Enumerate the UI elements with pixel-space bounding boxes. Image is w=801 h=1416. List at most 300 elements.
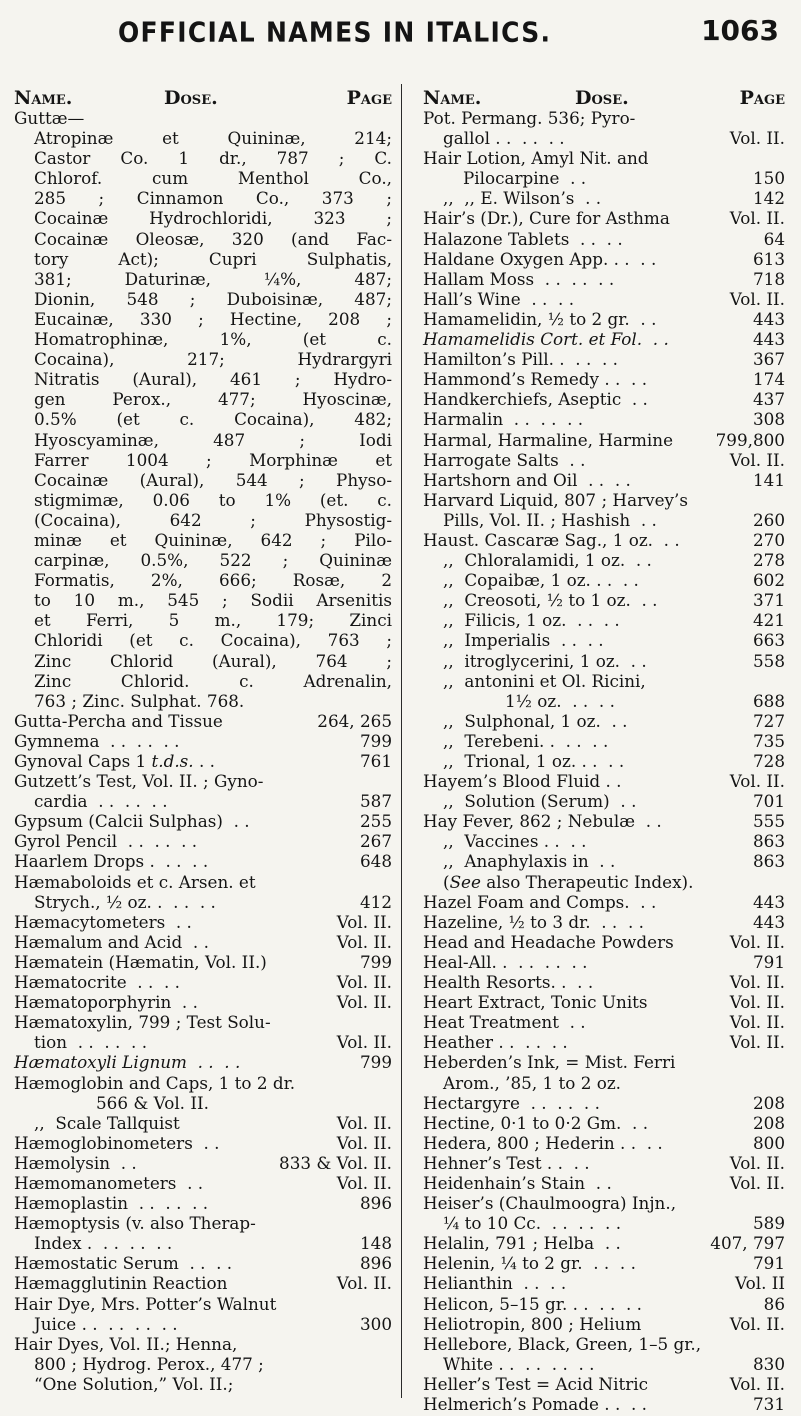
entry-page: Vol. II.: [336, 972, 392, 993]
entry-text: Gutta-Percha and Tissue: [14, 710, 223, 731]
index-entry: [423, 168, 785, 188]
index-entry: [14, 892, 392, 912]
index-entry: [14, 731, 392, 751]
column-header: [14, 88, 392, 108]
entry-text: Health Resorts. . . .: [423, 972, 594, 993]
entry-text: 763 ; Zinc. Sulphat. 768.: [34, 690, 245, 711]
entry-page: 64: [763, 228, 785, 249]
page-heading: Page: [346, 87, 392, 109]
index-entry: [423, 671, 785, 691]
entry-page: 443: [752, 891, 785, 912]
entry-page: 589: [752, 1213, 785, 1234]
index-entry: [423, 731, 785, 751]
index-entry: [14, 128, 392, 148]
entry-page: Vol. II.: [729, 931, 785, 952]
entry-page: 735: [752, 730, 785, 751]
entry-text: Farrer 1004 ; Morphinæ et: [34, 449, 392, 470]
index-entry: [14, 530, 392, 550]
entry-text: Heather . . . . . .: [423, 1032, 568, 1053]
entry-page: Vol. II.: [729, 128, 785, 149]
entry-page: 718: [752, 268, 785, 289]
entry-text: Eucainæ, 330 ; Hectine, 208 ;: [34, 308, 392, 329]
index-entry: [14, 671, 392, 691]
entry-text: ,, Scale Tallquist: [34, 1112, 180, 1133]
index-entry: [423, 128, 785, 148]
index-entry: [423, 851, 785, 871]
index-entry: [423, 771, 785, 791]
entry-text: carpinæ, 0.5%, 522 ; Quininæ: [34, 550, 392, 571]
index-entry: [14, 831, 392, 851]
index-entry: [14, 771, 392, 791]
index-entry: [423, 651, 785, 671]
entry-page: 267: [359, 831, 392, 852]
index-entry: [423, 972, 785, 992]
index-entry: [423, 510, 785, 530]
entry-text: ,, Terebeni. . . . . .: [443, 730, 609, 751]
entry-page: 371: [752, 590, 785, 611]
entry-text: Hayem’s Blood Fluid . .: [423, 771, 622, 792]
index-entry: [14, 1113, 392, 1133]
entry-text: Gyrol Pencil . . . . . .: [14, 831, 198, 852]
index-entry: [423, 1314, 785, 1334]
index-entry: [14, 168, 392, 188]
entry-page: Vol. II.: [729, 208, 785, 229]
entry-text: White . . . . . . . .: [443, 1353, 595, 1374]
entry-text: Halazone Tablets . . . .: [423, 228, 623, 249]
entry-text: Pilocarpine . .: [463, 168, 587, 189]
entry-text: gallol . . . . . .: [443, 128, 565, 149]
entry-text: Hair’s (Dr.), Cure for Asthma: [423, 208, 670, 229]
entry-text: 566 & Vol. II.: [96, 1092, 209, 1113]
entry-text: ,, antonini et Ol. Ricini,: [443, 670, 646, 691]
entry-page: 761: [359, 751, 392, 771]
index-entry: [423, 329, 785, 349]
index-entry: [423, 269, 785, 289]
entry-text: Cocainæ Oleosæ, 320 (and Fac-: [34, 228, 392, 249]
entry-text: Heat Treatment . .: [423, 1012, 586, 1033]
index-entry: [423, 872, 785, 892]
index-entry: [423, 309, 785, 329]
entry-text: Heal-All. . . . . . . .: [423, 951, 588, 972]
index-entry: [423, 610, 785, 630]
index-entry: [423, 1012, 785, 1032]
entry-text: stigmimæ, 0.06 to 1% (et. c.: [34, 489, 392, 510]
entry-text: Gypsum (Calcii Sulphas) . .: [14, 811, 250, 832]
entry-text: Harmalin . . . . . .: [423, 409, 584, 430]
entry-text: Castor Co. 1 dr., 787 ; C.: [34, 148, 392, 169]
entry-page: 799: [359, 951, 392, 972]
entry-page: 648: [359, 851, 392, 872]
entry-text: Hair Dyes, Vol. II.; Henna,: [14, 1333, 238, 1354]
entry-page: Vol. II: [735, 1273, 785, 1294]
index-entry: [14, 490, 392, 510]
index-entry: [423, 1253, 785, 1273]
index-entry: [14, 470, 392, 490]
index-entry: [14, 369, 392, 389]
entry-text: ,, Vaccines . . . .: [443, 831, 587, 852]
index-entry: [14, 851, 392, 871]
index-entry: [423, 108, 785, 128]
entry-text: ,, Anaphylaxis in . .: [443, 851, 616, 872]
entry-text: Hazeline, ½ to 3 dr. . . . .: [423, 911, 644, 932]
entry-text: Gutzett’s Test, Vol. II. ; Gyno-: [14, 771, 264, 792]
entry-page: 799,800: [715, 429, 785, 450]
index-entry: [14, 590, 392, 610]
entry-text: 800 ; Hydrog. Perox., 477 ;: [34, 1353, 264, 1374]
entry-page: 142: [752, 188, 785, 209]
index-entry: [14, 791, 392, 811]
entry-text: Hæmalum and Acid . .: [14, 931, 209, 952]
index-entry: [14, 389, 392, 409]
index-entry: [14, 1354, 392, 1374]
index-entry: [14, 932, 392, 952]
entry-text: Hectargyre . . . . . .: [423, 1092, 600, 1113]
entry-page: 421: [752, 610, 785, 631]
entry-page: Vol. II.: [729, 972, 785, 993]
entry-page: Vol. II.: [729, 771, 785, 792]
entry-text: Hæmoglobin and Caps, 1 to 2 dr.: [14, 1072, 296, 1093]
index-entry: [14, 1193, 392, 1213]
entry-text: Heller’s Test = Acid Nitric: [423, 1373, 648, 1394]
entry-text: Haarlem Drops . . . . .: [14, 851, 209, 872]
entry-text: Dionin, 548 ; Duboisinæ, 487;: [34, 288, 392, 309]
index-entry: [423, 791, 785, 811]
entry-text: Hæmolysin . .: [14, 1152, 137, 1173]
entry-page: Vol. II.: [729, 1172, 785, 1193]
entry-page: Vol. II.: [336, 1172, 392, 1193]
index-entry: [423, 1334, 785, 1354]
entry-text: Hæmatocrite . . . .: [14, 972, 180, 993]
entry-text: Hæmoplastin . . . . . .: [14, 1193, 209, 1214]
index-entry: [423, 590, 785, 610]
entry-text: Chlorof. cum Menthol Co.,: [34, 168, 392, 189]
entry-text: ,, itroglycerini, 1 oz. . .: [443, 650, 647, 671]
entry-page: Vol. II.: [729, 1373, 785, 1394]
entry-text: Chloridi (et c. Cocaina), 763 ;: [34, 630, 392, 651]
entry-page: Vol. II.: [729, 449, 785, 470]
index-column-left: [14, 88, 392, 1394]
entry-page: 896: [359, 1253, 392, 1274]
index-entries: [14, 108, 392, 1394]
entry-page: 174: [752, 369, 785, 390]
index-entry: [14, 1253, 392, 1273]
entry-page: 141: [752, 469, 785, 490]
entry-text: Heberden’s Ink, = Mist. Ferri: [423, 1052, 676, 1073]
entry-text: Harrogate Salts . .: [423, 449, 586, 470]
entry-text: Heidenhain’s Stain . .: [423, 1172, 612, 1193]
index-entry: [14, 430, 392, 450]
index-entry: [14, 811, 392, 831]
entry-page: 443: [752, 329, 785, 350]
entry-text: ,, Solution (Serum) . .: [443, 791, 637, 812]
index-entry: [14, 1153, 392, 1173]
index-entry: [423, 349, 785, 369]
entry-page: 555: [752, 811, 785, 832]
entry-text: Hæmatein (Hæmatin, Vol. II.): [14, 951, 267, 972]
entry-text: Hæmoglobinometers . .: [14, 1132, 220, 1153]
entry-text: (Cocaina), 642 ; Physostig-: [34, 509, 392, 530]
index-entry: [423, 148, 785, 168]
entry-page: Vol. II.: [336, 1132, 392, 1153]
entry-text: Hazel Foam and Comps. . .: [423, 891, 657, 912]
index-entry: [423, 1374, 785, 1394]
column-header: [423, 88, 785, 108]
running-head: OFFICIAL NAMES IN ITALICS.: [118, 16, 552, 48]
index-entry: [14, 711, 392, 731]
entry-page: 799: [359, 730, 392, 751]
entry-page: 799: [359, 1052, 392, 1073]
index-entry: [423, 952, 785, 972]
entry-text: Heliotropin, 800 ; Helium: [423, 1313, 642, 1334]
entry-page: 587: [359, 791, 392, 812]
index-entry: [423, 1133, 785, 1153]
entry-text: Hay Fever, 862 ; Nebulæ . .: [423, 811, 662, 832]
entry-page: 728: [752, 751, 785, 771]
index-entry: [423, 208, 785, 228]
entry-text: Hair Lotion, Amyl Nit. and: [423, 148, 649, 169]
entry-text: minæ et Quininæ, 642 ; Pilo-: [34, 529, 392, 550]
index-entry: [423, 892, 785, 912]
entry-text: cardia . . . . . .: [34, 791, 168, 812]
entry-page: 270: [752, 529, 785, 550]
entry-page: 278: [752, 550, 785, 571]
dose-heading: Dose.: [575, 87, 629, 109]
index-entry: [14, 550, 392, 570]
entry-page: 86: [763, 1293, 785, 1314]
index-entry: [14, 1314, 392, 1334]
entry-text: ,, Imperialis . . . .: [443, 630, 604, 651]
dose-heading: Dose.: [164, 87, 218, 109]
entry-page: 727: [752, 710, 785, 731]
entry-text: Hammond’s Remedy . . . .: [423, 369, 648, 390]
entry-text: 381; Daturinæ, ¼%, 487;: [34, 268, 392, 289]
entry-text: Hæmagglutinin Reaction: [14, 1273, 228, 1294]
entry-text: Hæmaboloids et c. Arsen. et: [14, 871, 256, 892]
entry-page: 863: [752, 831, 785, 852]
entry-text: Hæmomanometers . .: [14, 1172, 204, 1193]
index-entry: [423, 1173, 785, 1193]
entry-text: ,, Copaibæ, 1 oz. . . . .: [443, 570, 639, 591]
entry-text: ,, Chloralamidi, 1 oz. . .: [443, 550, 652, 571]
entry-page: 255: [359, 811, 392, 832]
index-entry: [14, 1213, 392, 1233]
entry-text: Hæmacytometers . .: [14, 911, 192, 932]
entry-text: Helicon, 5–15 gr. . . . . . .: [423, 1293, 642, 1314]
entry-page: Vol. II.: [729, 1012, 785, 1033]
name-heading: Name.: [14, 87, 73, 109]
entry-page: Vol. II.: [729, 992, 785, 1013]
index-entry: [423, 470, 785, 490]
entry-text: ,, Sulphonal, 1 oz. . .: [443, 710, 628, 731]
entry-page: 437: [752, 389, 785, 410]
entry-text: “One Solution,” Vol. II.;: [34, 1373, 234, 1394]
entry-text: Helenin, ¼ to 2 gr. . . . .: [423, 1253, 636, 1274]
entry-text: Hehner’s Test . . . .: [423, 1152, 590, 1173]
entry-page: 688: [752, 690, 785, 711]
index-entry: [14, 108, 392, 128]
entry-page: 260: [752, 509, 785, 530]
index-entry: [14, 570, 392, 590]
index-entry: [14, 1133, 392, 1153]
index-entry: [14, 972, 392, 992]
index-entry: [423, 229, 785, 249]
index-entry: [423, 932, 785, 952]
entry-page: 443: [752, 911, 785, 932]
entry-text: Cocaina), 217; Hydrargyri: [34, 349, 392, 370]
index-entry: [14, 1032, 392, 1052]
entry-page: Vol. II.: [729, 1152, 785, 1173]
index-entry: [14, 148, 392, 168]
index-entry: [423, 430, 785, 450]
index-entry: [14, 510, 392, 530]
index-entry: [14, 872, 392, 892]
index-entry: [423, 912, 785, 932]
index-column-right: [423, 88, 785, 1414]
index-entry: [423, 450, 785, 470]
entry-text: Hartshorn and Oil . . . .: [423, 469, 631, 490]
entry-text: Hæmostatic Serum . . . .: [14, 1253, 233, 1274]
entry-text: Gynoval Caps 1 t.d.s. . .: [14, 751, 215, 771]
entry-text: Pot. Permang. 536; Pyro-: [423, 108, 636, 128]
entry-page: Vol. II.: [336, 1032, 392, 1053]
page-header: [0, 10, 801, 50]
entry-text: ,, Creosoti, ½ to 1 oz. . .: [443, 590, 658, 611]
index-entry: [423, 249, 785, 269]
entry-page: 407, 797: [710, 1233, 785, 1254]
entry-text: Nitratis (Aural), 461 ; Hydro-: [34, 369, 392, 390]
entry-page: Vol. II.: [729, 1313, 785, 1334]
entry-page: Vol. II.: [336, 992, 392, 1013]
index-entry: [423, 530, 785, 550]
index-entry: [14, 450, 392, 470]
entry-page: 791: [752, 1253, 785, 1274]
index-entry: [14, 329, 392, 349]
entry-text: Hectine, 0·1 to 0·2 Gm. . .: [423, 1112, 649, 1133]
index-entry: [14, 912, 392, 932]
index-entry: [423, 1354, 785, 1374]
entry-text: Helalin, 791 ; Helba . .: [423, 1233, 621, 1254]
index-entry: [14, 1052, 392, 1072]
entry-text: Haldane Oxygen App. . . . .: [423, 248, 657, 269]
entry-text: Hæmatoporphyrin . .: [14, 992, 198, 1013]
index-entry: [14, 1073, 392, 1093]
index-entry: [423, 570, 785, 590]
column-divider: [401, 84, 402, 1398]
entry-page: 833 & Vol. II.: [279, 1152, 392, 1173]
entry-text: tion . . . . . .: [34, 1032, 148, 1053]
entry-text: Hair Dye, Mrs. Potter’s Walnut: [14, 1293, 277, 1314]
index-entry: [14, 1374, 392, 1394]
index-entry: [14, 349, 392, 369]
index-entry: [423, 751, 785, 771]
entry-text: Heiser’s (Chaulmoogra) Injn.,: [423, 1193, 677, 1214]
entry-page: 701: [752, 791, 785, 812]
entry-text: Hæmatoxyli Lignum . . . .: [14, 1052, 241, 1073]
entry-text: Juice . . . . . . . .: [34, 1313, 178, 1334]
entry-page: 791: [752, 951, 785, 972]
entry-page: Vol. II.: [729, 1032, 785, 1053]
index-entry: [423, 389, 785, 409]
name-heading: Name.: [423, 87, 482, 109]
entry-text: Hamamelidis Cort. et Fol. . .: [423, 329, 669, 350]
index-entry: [14, 610, 392, 630]
index-entry: [423, 550, 785, 570]
index-entry: [14, 229, 392, 249]
index-entry: [423, 1233, 785, 1253]
entry-text: 0.5% (et c. Cocaina), 482;: [34, 409, 392, 430]
entry-text: Head and Headache Powders: [423, 931, 674, 952]
entry-page: 663: [752, 630, 785, 651]
entry-text: et Ferri, 5 m., 179; Zinci: [34, 610, 392, 631]
entry-text: Handkerchiefs, Aseptic . .: [423, 389, 648, 410]
index-entry: [14, 1093, 392, 1113]
index-entry: [423, 992, 785, 1012]
index-entry: [14, 691, 392, 711]
entry-page: 613: [752, 248, 785, 269]
entry-page: Vol. II.: [336, 931, 392, 952]
index-entry: [14, 309, 392, 329]
page-heading: Page: [739, 87, 785, 109]
index-entry: [423, 1213, 785, 1233]
index-entry: [423, 1052, 785, 1072]
entry-text: Hallam Moss . . . . . .: [423, 268, 615, 289]
entry-text: Hamamelidin, ½ to 2 gr. . .: [423, 308, 657, 329]
entry-text: Harvard Liquid, 807 ; Harvey’s: [423, 489, 688, 510]
entry-text: ,, ,, E. Wilson’s . .: [443, 188, 602, 209]
entry-text: Atropinæ et Quininæ, 214;: [34, 128, 392, 149]
entry-page: 367: [752, 349, 785, 370]
entry-page: 150: [752, 168, 785, 189]
index-entry: [14, 1012, 392, 1032]
entry-page: 896: [359, 1193, 392, 1214]
index-entry: [423, 1394, 785, 1414]
entry-page: Vol. II.: [336, 1273, 392, 1294]
index-entry: [423, 289, 785, 309]
entry-text: 1½ oz. . . . .: [505, 690, 615, 711]
index-entry: [14, 409, 392, 429]
entry-text: (See also Therapeutic Index).: [443, 871, 694, 892]
index-entry: [423, 1294, 785, 1314]
index-entry: [423, 1273, 785, 1293]
index-entry: [423, 630, 785, 650]
index-entry: [14, 992, 392, 1012]
entry-text: to 10 m., 545 ; Sodii Arsenitis: [34, 590, 392, 611]
entry-page: 800: [752, 1132, 785, 1153]
index-entry: [423, 1032, 785, 1052]
entry-text: 285 ; Cinnamon Co., 373 ;: [34, 188, 392, 209]
index-entry: [423, 409, 785, 429]
entry-text: Hellebore, Black, Green, 1–5 gr.,: [423, 1333, 702, 1354]
index-entry: [14, 1294, 392, 1314]
entry-page: 558: [752, 650, 785, 671]
entry-text: Guttæ—: [14, 108, 85, 128]
entry-page: Vol. II.: [336, 1112, 392, 1133]
entry-text: Hyoscyaminæ, 487 ; Iodi: [34, 429, 392, 450]
entry-text: Pills, Vol. II. ; Hashish . .: [443, 509, 657, 530]
entry-text: Hedera, 800 ; Hederin . . . .: [423, 1132, 663, 1153]
entry-text: Heart Extract, Tonic Units: [423, 992, 648, 1013]
index-entry: [14, 651, 392, 671]
entry-page: 863: [752, 851, 785, 872]
index-entry: [423, 1073, 785, 1093]
entry-text: gen Perox., 477; Hyoscinæ,: [34, 389, 392, 410]
entry-text: Helmerich’s Pomade . . . .: [423, 1394, 647, 1414]
entry-text: Formatis, 2%, 666; Rosæ, 2: [34, 570, 392, 591]
entry-text: Gymnema . . . . . .: [14, 730, 180, 751]
entry-page: Vol. II.: [729, 288, 785, 309]
index-entry: [14, 751, 392, 771]
entry-page: 208: [752, 1112, 785, 1133]
